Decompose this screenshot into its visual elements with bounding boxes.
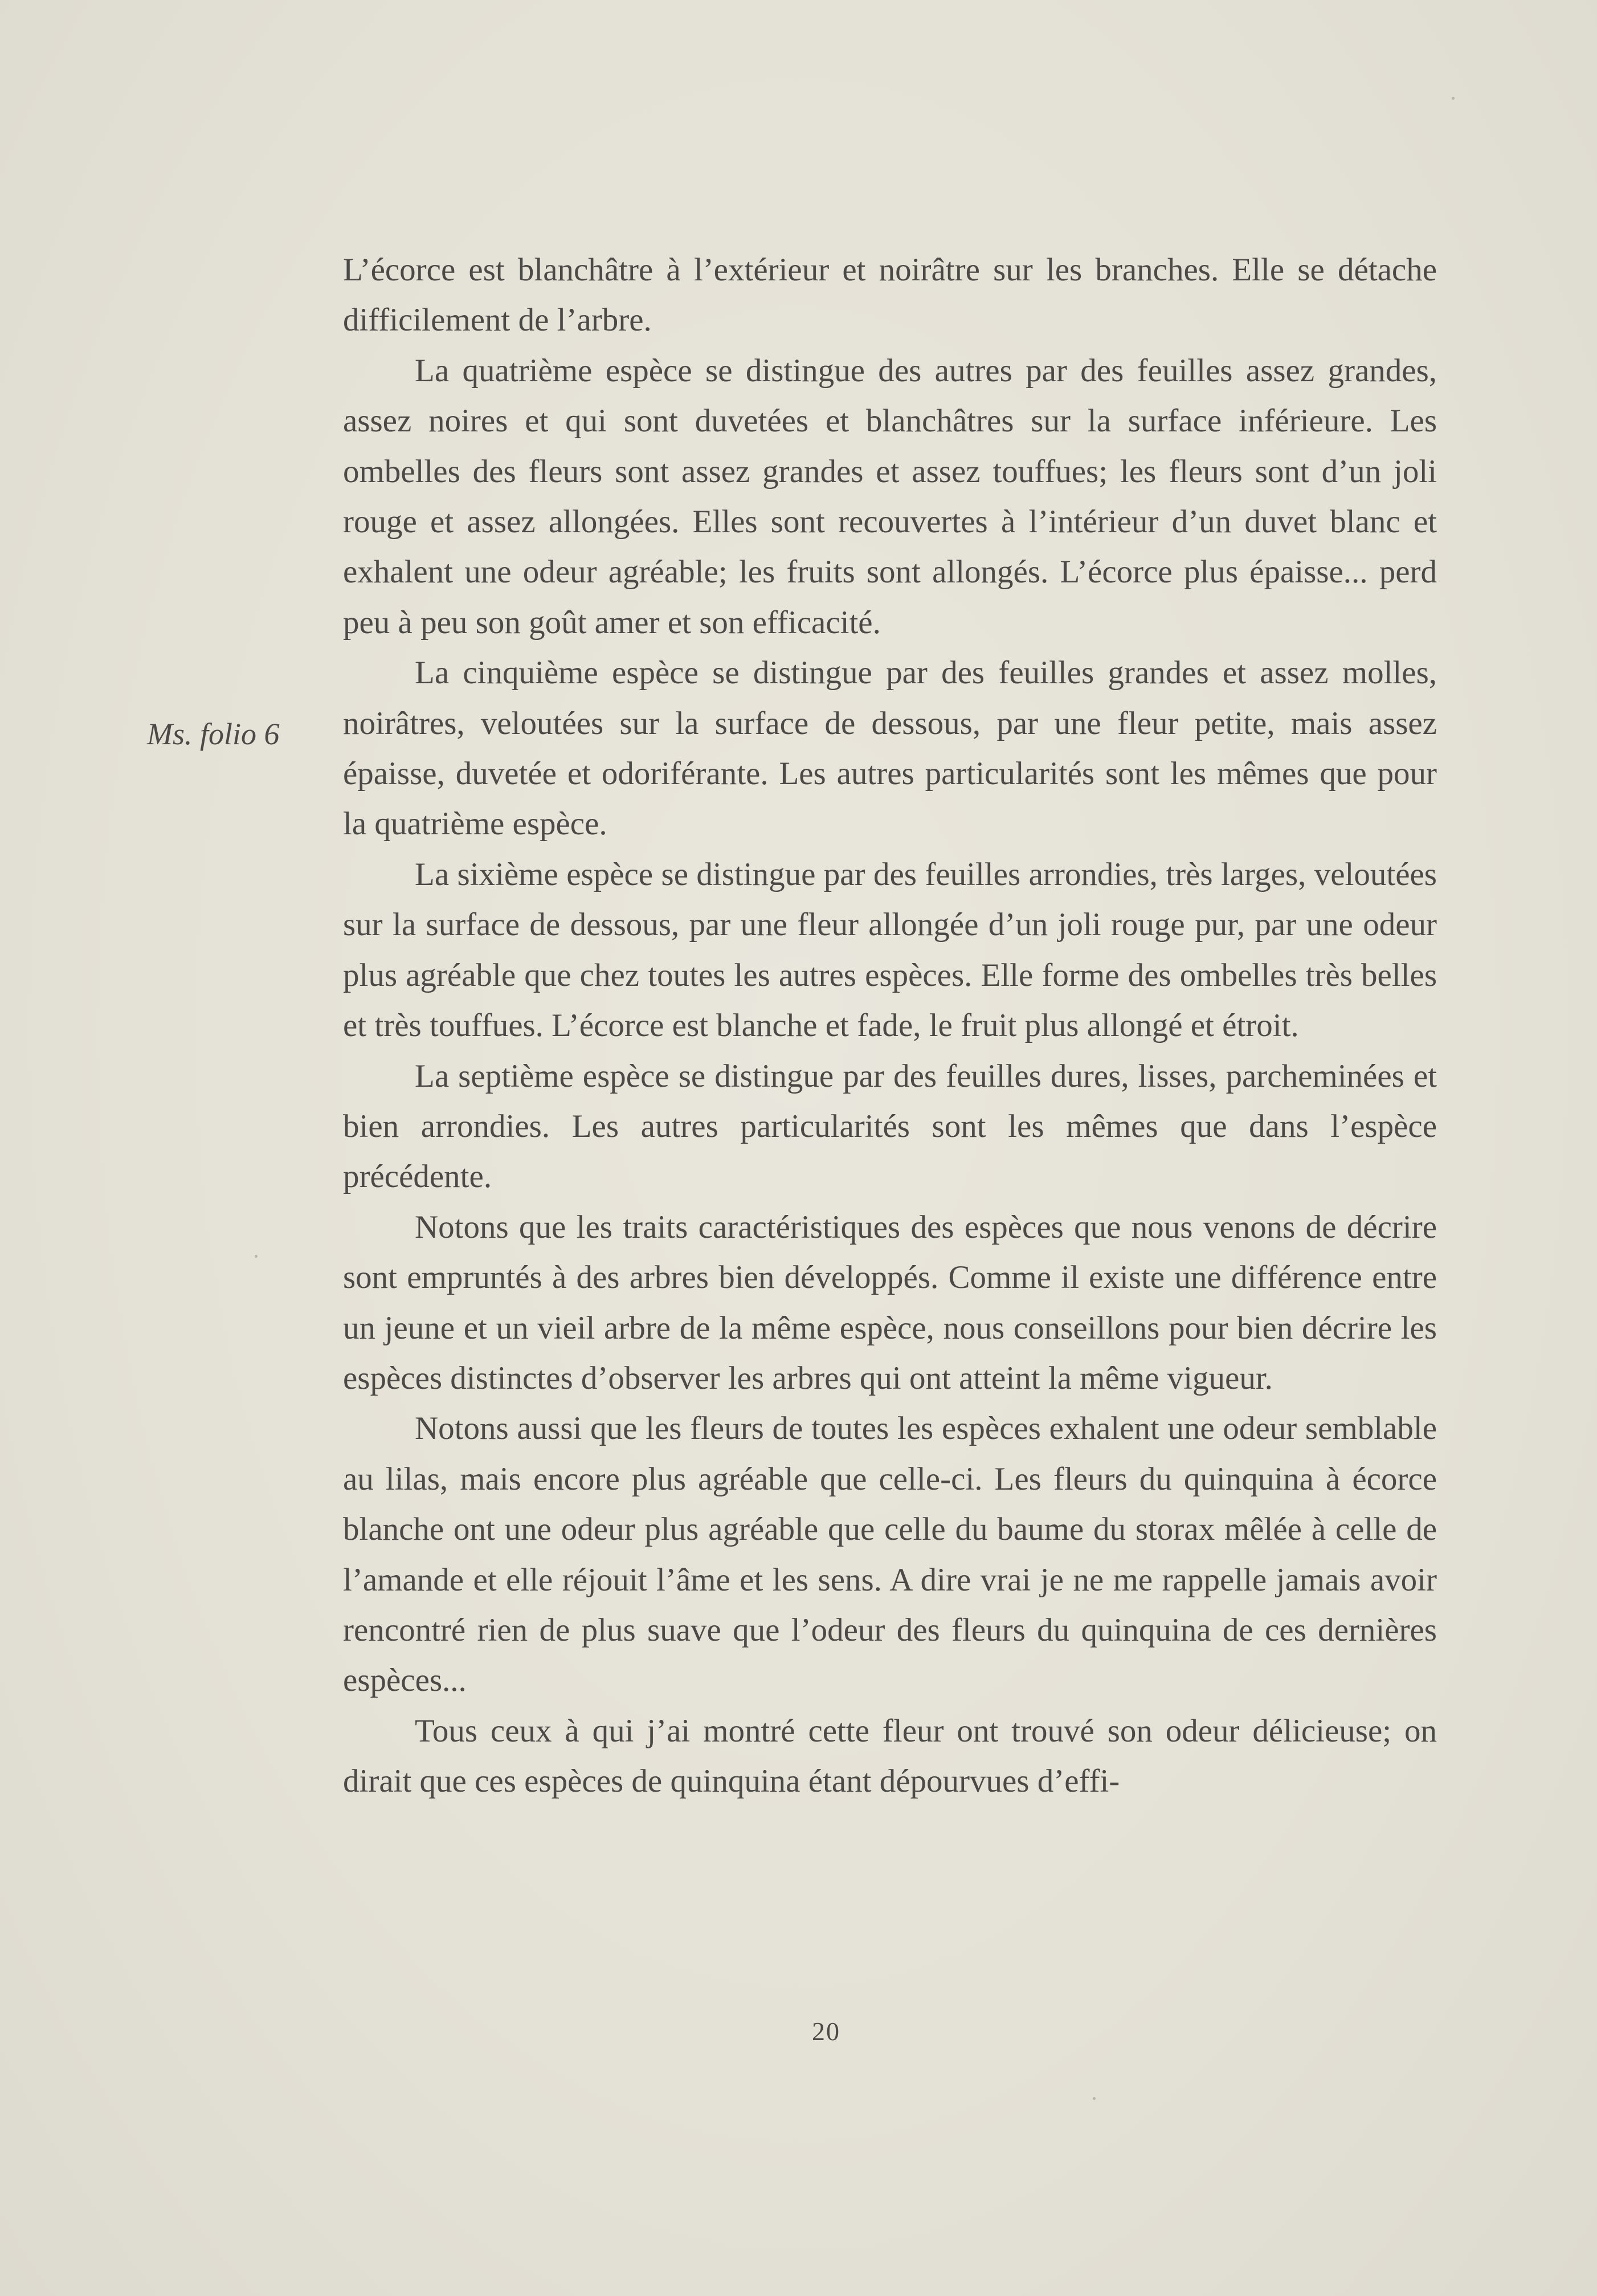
paragraph-7: Notons aussi que les fleurs de toutes les espèces exhalent une odeur semblable au lilas, mais encore plus agréable que celle-ci. Les fleurs du quinquina à écorce blanche ont une odeur plus agréable que celle du baume du storax mêlée à celle de l’amande et elle réjouit l’âme et les sens. A dire vrai je ne me rappelle jamais avoir rencontré rien de plus suave que l’odeur des fleurs du quinquina de ces dernières espèces...: [343, 1410, 1437, 1699]
paragraph-3: La cinquième espèce se distingue par des feuilles grandes et assez molles, noirâtres, veloutées sur la surface de dessous, par une fleur petite, mais assez épaisse, duvetée et odoriférante. Les autres particularités sont les mêmes que pour la quatrième espèce.: [343, 655, 1437, 842]
page-number: 20: [812, 2017, 840, 2046]
paragraph-1: L’écorce est blanchâtre à l’extérieur et noirâtre sur les branches. Elle se détache difficilement de l’arbre.: [343, 252, 1437, 339]
paragraph-6: Notons que les traits caractéristiques des espèces que nous venons de décrire sont empruntés à des arbres bien développés. Comme il existe une différence entre un jeune et un vieil arbre de la même espèce, nous conseillons pour bien décrire les espèces distinctes d’observer les arbres qui ont atteint la même vigueur.: [343, 1209, 1437, 1396]
body-text: [343, 245, 1437, 1807]
paragraph-5: La septième espèce se distingue par des feuilles dures, lisses, parcheminées et bien arrondies. Les autres particularités sont les mêmes que dans l’espèce précédente.: [343, 1058, 1437, 1195]
paragraph-4: La sixième espèce se distingue par des feuilles arrondies, très larges, veloutées sur la surface de dessous, par une fleur allongée d’un joli rouge pur, par une odeur plus agréable que chez toutes les autres espèces. Elle forme des ombelles très belles et très touffues. L’écorce est blanche et fade, le fruit plus allongé et étroit.: [343, 856, 1437, 1044]
paragraph-2: La quatrième espèce se distingue des autres par des feuilles assez grandes, assez noires et qui sont duvetées et blanchâtres sur la surface inférieure. Les ombelles des fleurs sont assez grandes et assez touffues; les fleurs sont d’un joli rouge et assez allongées. Elles sont recouvertes à l’intérieur d’un duvet blanc et exhalent une odeur agréable; les fruits sont allongés. L’écorce plus épaisse... perd peu à peu son goût amer et son efficacité.: [343, 352, 1437, 641]
paper-speck: [255, 1255, 258, 1258]
paper-speck: [1452, 97, 1455, 100]
paragraph-8: Tous ceux à qui j’ai montré cette fleur ont trouvé son odeur délicieuse; on dirait que ces espèces de quinquina étant dépourvues d’effi-: [343, 1712, 1437, 1800]
margin-note-folio: Ms. folio 6: [147, 717, 280, 751]
paper-speck: [1093, 2097, 1096, 2100]
